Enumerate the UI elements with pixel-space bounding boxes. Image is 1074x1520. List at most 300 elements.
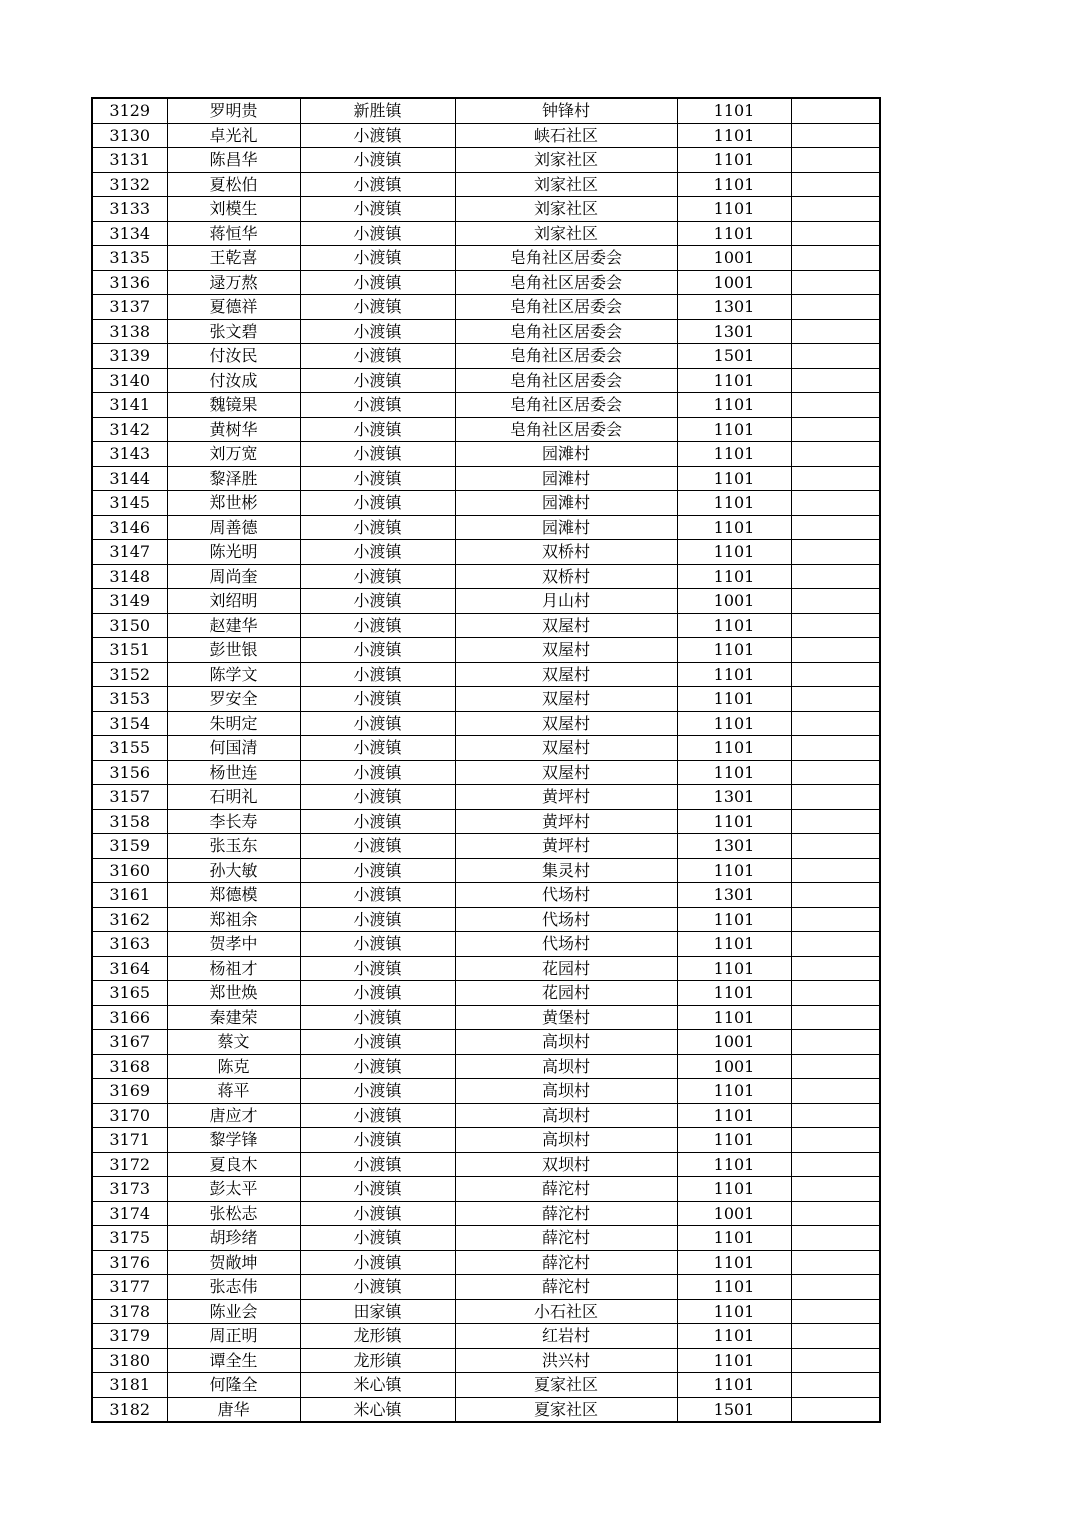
town-cell: 小渡镇: [300, 368, 455, 393]
remark-cell: [791, 442, 880, 467]
table-row: [92, 515, 880, 540]
table-row: [92, 1079, 880, 1104]
name-cell: 周尚奎: [167, 564, 300, 589]
table-row: [92, 1250, 880, 1275]
name-cell: 彭太平: [167, 1177, 300, 1202]
remark-cell: [791, 1201, 880, 1226]
id-cell: 3179: [92, 1324, 167, 1349]
id-cell: 3142: [92, 417, 167, 442]
remark-cell: [791, 417, 880, 442]
name-cell: 夏松伯: [167, 172, 300, 197]
village-cell: 黄堡村: [455, 1005, 677, 1030]
id-cell: 3130: [92, 123, 167, 148]
town-cell: 小渡镇: [300, 123, 455, 148]
remark-cell: [791, 1324, 880, 1349]
id-cell: 3165: [92, 981, 167, 1006]
name-cell: 谭全生: [167, 1348, 300, 1373]
name-cell: 秦建荣: [167, 1005, 300, 1030]
town-cell: 小渡镇: [300, 1005, 455, 1030]
town-cell: 小渡镇: [300, 270, 455, 295]
id-cell: 3172: [92, 1152, 167, 1177]
code-cell: 1301: [677, 295, 791, 320]
town-cell: 龙形镇: [300, 1348, 455, 1373]
code-cell: 1101: [677, 858, 791, 883]
village-cell: 园滩村: [455, 515, 677, 540]
remark-cell: [791, 785, 880, 810]
id-cell: 3139: [92, 344, 167, 369]
remark-cell: [791, 883, 880, 908]
table-row: [92, 907, 880, 932]
table-row: [92, 197, 880, 222]
code-cell: 1101: [677, 564, 791, 589]
town-cell: 小渡镇: [300, 246, 455, 271]
town-cell: 小渡镇: [300, 197, 455, 222]
remark-cell: [791, 221, 880, 246]
code-cell: 1101: [677, 393, 791, 418]
town-cell: 米心镇: [300, 1373, 455, 1398]
table-row: [92, 662, 880, 687]
town-cell: 小渡镇: [300, 442, 455, 467]
remark-cell: [791, 123, 880, 148]
table-row: [92, 540, 880, 565]
code-cell: 1001: [677, 1054, 791, 1079]
town-cell: 小渡镇: [300, 515, 455, 540]
remark-cell: [791, 515, 880, 540]
village-cell: 代场村: [455, 932, 677, 957]
village-cell: 皂角社区居委会: [455, 270, 677, 295]
table-row: [92, 1348, 880, 1373]
id-cell: 3137: [92, 295, 167, 320]
name-cell: 郑世彬: [167, 491, 300, 516]
town-cell: 小渡镇: [300, 148, 455, 173]
name-cell: 刘模生: [167, 197, 300, 222]
id-cell: 3158: [92, 809, 167, 834]
remark-cell: [791, 662, 880, 687]
village-cell: 刘家社区: [455, 221, 677, 246]
remark-cell: [791, 148, 880, 173]
village-cell: 园滩村: [455, 466, 677, 491]
name-cell: 逯万熬: [167, 270, 300, 295]
name-cell: 胡珍绪: [167, 1226, 300, 1251]
table-row: [92, 1054, 880, 1079]
code-cell: 1101: [677, 515, 791, 540]
town-cell: 小渡镇: [300, 1128, 455, 1153]
id-cell: 3152: [92, 662, 167, 687]
village-cell: 钟锋村: [455, 98, 677, 123]
id-cell: 3169: [92, 1079, 167, 1104]
code-cell: 1101: [677, 1324, 791, 1349]
name-cell: 朱明定: [167, 711, 300, 736]
code-cell: 1301: [677, 883, 791, 908]
name-cell: 郑德模: [167, 883, 300, 908]
village-cell: 双屋村: [455, 687, 677, 712]
id-cell: 3144: [92, 466, 167, 491]
name-cell: 贺敞坤: [167, 1250, 300, 1275]
table-row: [92, 442, 880, 467]
town-cell: 小渡镇: [300, 687, 455, 712]
town-cell: 小渡镇: [300, 932, 455, 957]
table-row: [92, 613, 880, 638]
table-row: [92, 858, 880, 883]
remark-cell: [791, 98, 880, 123]
id-cell: 3182: [92, 1397, 167, 1422]
code-cell: 1101: [677, 711, 791, 736]
village-cell: 皂角社区居委会: [455, 368, 677, 393]
table-row: [92, 589, 880, 614]
name-cell: 付汝成: [167, 368, 300, 393]
name-cell: 孙大敏: [167, 858, 300, 883]
name-cell: 郑世焕: [167, 981, 300, 1006]
code-cell: 1101: [677, 1079, 791, 1104]
id-cell: 3180: [92, 1348, 167, 1373]
table-row: [92, 246, 880, 271]
town-cell: 小渡镇: [300, 760, 455, 785]
code-cell: 1101: [677, 442, 791, 467]
remark-cell: [791, 1005, 880, 1030]
code-cell: 1101: [677, 1348, 791, 1373]
village-cell: 园滩村: [455, 442, 677, 467]
village-cell: 双屋村: [455, 711, 677, 736]
village-cell: 红岩村: [455, 1324, 677, 1349]
id-cell: 3141: [92, 393, 167, 418]
remark-cell: [791, 491, 880, 516]
code-cell: 1301: [677, 785, 791, 810]
village-cell: 薛沱村: [455, 1177, 677, 1202]
remark-cell: [791, 834, 880, 859]
table-row: [92, 785, 880, 810]
town-cell: 小渡镇: [300, 883, 455, 908]
code-cell: 1101: [677, 148, 791, 173]
table-row: [92, 1030, 880, 1055]
town-cell: 小渡镇: [300, 393, 455, 418]
remark-cell: [791, 172, 880, 197]
remark-cell: [791, 932, 880, 957]
id-cell: 3154: [92, 711, 167, 736]
village-cell: 皂角社区居委会: [455, 393, 677, 418]
code-cell: 1101: [677, 1275, 791, 1300]
town-cell: 小渡镇: [300, 540, 455, 565]
remark-cell: [791, 393, 880, 418]
code-cell: 1101: [677, 540, 791, 565]
table-row: [92, 344, 880, 369]
village-cell: 代场村: [455, 907, 677, 932]
table-row: [92, 417, 880, 442]
code-cell: 1101: [677, 760, 791, 785]
id-cell: 3163: [92, 932, 167, 957]
name-cell: 罗明贵: [167, 98, 300, 123]
town-cell: 小渡镇: [300, 736, 455, 761]
table-row: [92, 1373, 880, 1398]
village-cell: 薛沱村: [455, 1275, 677, 1300]
name-cell: 付汝民: [167, 344, 300, 369]
village-cell: 刘家社区: [455, 148, 677, 173]
village-cell: 高坝村: [455, 1079, 677, 1104]
remark-cell: [791, 1103, 880, 1128]
id-cell: 3177: [92, 1275, 167, 1300]
village-cell: 双屋村: [455, 736, 677, 761]
town-cell: 龙形镇: [300, 1324, 455, 1349]
id-cell: 3161: [92, 883, 167, 908]
id-cell: 3150: [92, 613, 167, 638]
town-cell: 小渡镇: [300, 564, 455, 589]
remark-cell: [791, 1177, 880, 1202]
id-cell: 3173: [92, 1177, 167, 1202]
id-cell: 3178: [92, 1299, 167, 1324]
village-cell: 双桥村: [455, 540, 677, 565]
id-cell: 3134: [92, 221, 167, 246]
remark-cell: [791, 1128, 880, 1153]
id-cell: 3129: [92, 98, 167, 123]
code-cell: 1101: [677, 368, 791, 393]
town-cell: 小渡镇: [300, 1103, 455, 1128]
name-cell: 彭世银: [167, 638, 300, 663]
code-cell: 1101: [677, 1103, 791, 1128]
village-cell: 皂角社区居委会: [455, 246, 677, 271]
id-cell: 3131: [92, 148, 167, 173]
village-cell: 薛沱村: [455, 1250, 677, 1275]
town-cell: 小渡镇: [300, 613, 455, 638]
town-cell: 小渡镇: [300, 907, 455, 932]
village-cell: 黄坪村: [455, 785, 677, 810]
code-cell: 1101: [677, 1299, 791, 1324]
id-cell: 3157: [92, 785, 167, 810]
town-cell: 小渡镇: [300, 785, 455, 810]
code-cell: 1101: [677, 981, 791, 1006]
town-cell: 小渡镇: [300, 1030, 455, 1055]
remark-cell: [791, 246, 880, 271]
table-row: [92, 1152, 880, 1177]
table-row: [92, 809, 880, 834]
code-cell: 1301: [677, 319, 791, 344]
id-cell: 3143: [92, 442, 167, 467]
town-cell: 小渡镇: [300, 956, 455, 981]
town-cell: 小渡镇: [300, 858, 455, 883]
table-row: [92, 760, 880, 785]
code-cell: 1001: [677, 589, 791, 614]
name-cell: 蔡文: [167, 1030, 300, 1055]
table-row: [92, 221, 880, 246]
town-cell: 小渡镇: [300, 417, 455, 442]
remark-cell: [791, 981, 880, 1006]
table-row: [92, 638, 880, 663]
village-cell: 夏家社区: [455, 1373, 677, 1398]
code-cell: 1101: [677, 736, 791, 761]
table-row: [92, 1324, 880, 1349]
table-row: [92, 883, 880, 908]
town-cell: 小渡镇: [300, 809, 455, 834]
village-cell: 园滩村: [455, 491, 677, 516]
town-cell: 小渡镇: [300, 344, 455, 369]
name-cell: 周正明: [167, 1324, 300, 1349]
table-row: [92, 711, 880, 736]
town-cell: 小渡镇: [300, 1201, 455, 1226]
remark-cell: [791, 564, 880, 589]
code-cell: 1101: [677, 687, 791, 712]
name-cell: 黄树华: [167, 417, 300, 442]
name-cell: 李长寿: [167, 809, 300, 834]
village-cell: 皂角社区居委会: [455, 344, 677, 369]
town-cell: 小渡镇: [300, 711, 455, 736]
remark-cell: [791, 368, 880, 393]
code-cell: 1101: [677, 1152, 791, 1177]
town-cell: 田家镇: [300, 1299, 455, 1324]
remark-cell: [791, 858, 880, 883]
town-cell: 小渡镇: [300, 589, 455, 614]
id-cell: 3170: [92, 1103, 167, 1128]
id-cell: 3162: [92, 907, 167, 932]
code-cell: 1101: [677, 172, 791, 197]
remark-cell: [791, 1030, 880, 1055]
table-row: [92, 393, 880, 418]
remark-cell: [791, 736, 880, 761]
id-cell: 3147: [92, 540, 167, 565]
name-cell: 张志伟: [167, 1275, 300, 1300]
village-cell: 高坝村: [455, 1103, 677, 1128]
name-cell: 卓光礼: [167, 123, 300, 148]
id-cell: 3132: [92, 172, 167, 197]
village-cell: 黄坪村: [455, 809, 677, 834]
village-cell: 峡石社区: [455, 123, 677, 148]
id-cell: 3168: [92, 1054, 167, 1079]
code-cell: 1301: [677, 834, 791, 859]
name-cell: 夏德祥: [167, 295, 300, 320]
remark-cell: [791, 687, 880, 712]
name-cell: 郑祖余: [167, 907, 300, 932]
town-cell: 米心镇: [300, 1397, 455, 1422]
id-cell: 3156: [92, 760, 167, 785]
name-cell: 蒋平: [167, 1079, 300, 1104]
remark-cell: [791, 1079, 880, 1104]
name-cell: 王乾喜: [167, 246, 300, 271]
village-cell: 高坝村: [455, 1030, 677, 1055]
name-cell: 贺孝中: [167, 932, 300, 957]
code-cell: 1101: [677, 956, 791, 981]
name-cell: 魏镜果: [167, 393, 300, 418]
village-cell: 皂角社区居委会: [455, 319, 677, 344]
id-cell: 3138: [92, 319, 167, 344]
code-cell: 1101: [677, 932, 791, 957]
name-cell: 张玉东: [167, 834, 300, 859]
remark-cell: [791, 344, 880, 369]
remark-cell: [791, 809, 880, 834]
code-cell: 1101: [677, 1226, 791, 1251]
table-row: [92, 172, 880, 197]
name-cell: 陈克: [167, 1054, 300, 1079]
remark-cell: [791, 197, 880, 222]
id-cell: 3159: [92, 834, 167, 859]
name-cell: 陈光明: [167, 540, 300, 565]
town-cell: 新胜镇: [300, 98, 455, 123]
village-cell: 双屋村: [455, 638, 677, 663]
code-cell: 1101: [677, 907, 791, 932]
village-cell: 小石社区: [455, 1299, 677, 1324]
town-cell: 小渡镇: [300, 662, 455, 687]
code-cell: 1101: [677, 613, 791, 638]
village-cell: 刘家社区: [455, 197, 677, 222]
code-cell: 1101: [677, 1177, 791, 1202]
code-cell: 1001: [677, 246, 791, 271]
remark-cell: [791, 1397, 880, 1422]
table-row: [92, 319, 880, 344]
name-cell: 陈业会: [167, 1299, 300, 1324]
remark-cell: [791, 589, 880, 614]
table-row: [92, 834, 880, 859]
id-cell: 3176: [92, 1250, 167, 1275]
code-cell: 1101: [677, 466, 791, 491]
name-cell: 刘万宽: [167, 442, 300, 467]
name-cell: 何隆全: [167, 1373, 300, 1398]
table-row: [92, 98, 880, 123]
table-row: [92, 1005, 880, 1030]
id-cell: 3149: [92, 589, 167, 614]
remark-cell: [791, 1250, 880, 1275]
name-cell: 赵建华: [167, 613, 300, 638]
table-row: [92, 1103, 880, 1128]
code-cell: 1101: [677, 809, 791, 834]
table-row: [92, 368, 880, 393]
village-cell: 双坝村: [455, 1152, 677, 1177]
table-row: [92, 736, 880, 761]
town-cell: 小渡镇: [300, 834, 455, 859]
town-cell: 小渡镇: [300, 295, 455, 320]
village-cell: 双屋村: [455, 662, 677, 687]
code-cell: 1001: [677, 1030, 791, 1055]
id-cell: 3151: [92, 638, 167, 663]
table-row: [92, 932, 880, 957]
table-row: [92, 466, 880, 491]
name-cell: 张文碧: [167, 319, 300, 344]
remark-cell: [791, 711, 880, 736]
village-cell: 月山村: [455, 589, 677, 614]
town-cell: 小渡镇: [300, 491, 455, 516]
id-cell: 3146: [92, 515, 167, 540]
village-cell: 代场村: [455, 883, 677, 908]
table-row: [92, 1397, 880, 1422]
id-cell: 3166: [92, 1005, 167, 1030]
table-row: [92, 564, 880, 589]
village-cell: 薛沱村: [455, 1226, 677, 1251]
town-cell: 小渡镇: [300, 1152, 455, 1177]
town-cell: 小渡镇: [300, 1250, 455, 1275]
id-cell: 3174: [92, 1201, 167, 1226]
remark-cell: [791, 956, 880, 981]
table-row: [92, 123, 880, 148]
town-cell: 小渡镇: [300, 638, 455, 663]
remark-cell: [791, 295, 880, 320]
name-cell: 刘绍明: [167, 589, 300, 614]
code-cell: 1101: [677, 638, 791, 663]
name-cell: 黎学锋: [167, 1128, 300, 1153]
name-cell: 何国清: [167, 736, 300, 761]
name-cell: 黎泽胜: [167, 466, 300, 491]
remark-cell: [791, 1299, 880, 1324]
id-cell: 3175: [92, 1226, 167, 1251]
village-cell: 高坝村: [455, 1128, 677, 1153]
code-cell: 1101: [677, 491, 791, 516]
code-cell: 1501: [677, 1397, 791, 1422]
town-cell: 小渡镇: [300, 1226, 455, 1251]
code-cell: 1101: [677, 1005, 791, 1030]
code-cell: 1101: [677, 417, 791, 442]
id-cell: 3135: [92, 246, 167, 271]
name-cell: 陈昌华: [167, 148, 300, 173]
name-cell: 唐应才: [167, 1103, 300, 1128]
code-cell: 1101: [677, 98, 791, 123]
id-cell: 3153: [92, 687, 167, 712]
village-cell: 花园村: [455, 956, 677, 981]
village-cell: 黄坪村: [455, 834, 677, 859]
name-cell: 张松志: [167, 1201, 300, 1226]
